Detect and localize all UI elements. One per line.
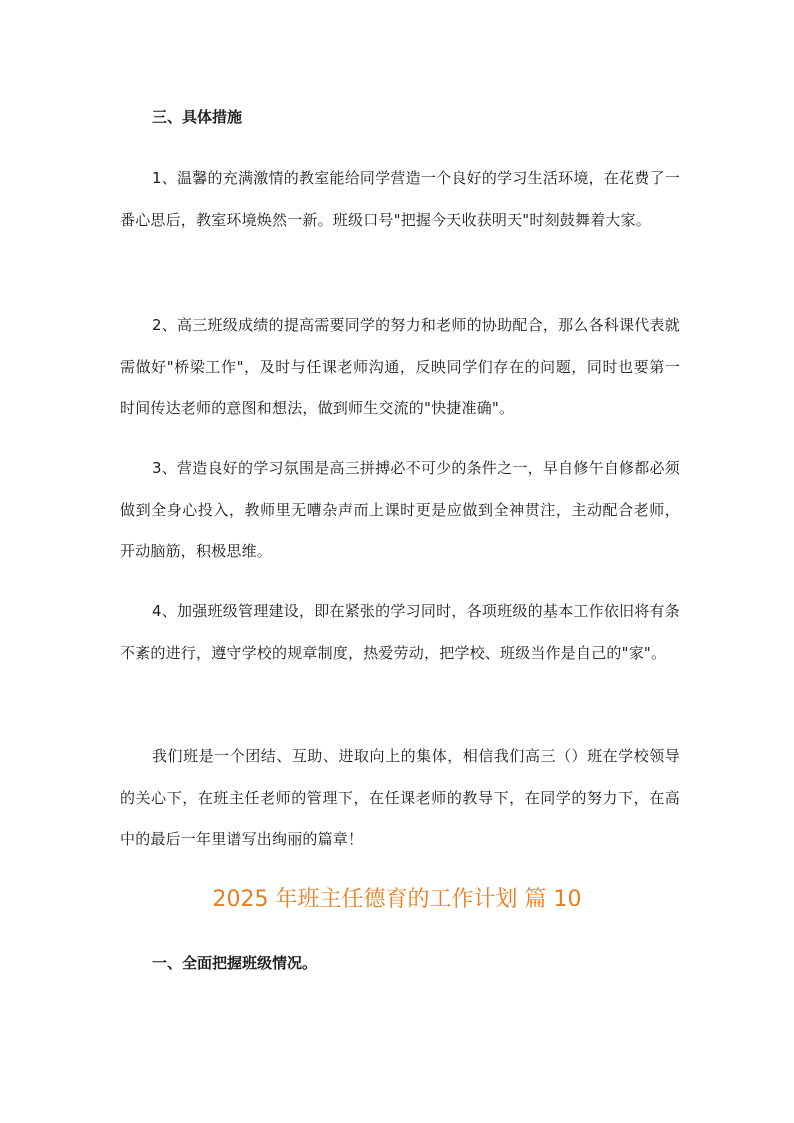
paragraph-class-representatives: 2、高三班级成绩的提高需要同学的努力和老师的协助配合，那么各科课代表就需做好"桥梁工作"，及时与任课老师沟通，反映同学们存在的问题，同时也要第一时间传达老师的意图和想法，做到师生交流的"快捷准确"。 xyxy=(120,316,680,417)
heading-grasp-class-situation: 一、全面把握班级情况。 xyxy=(152,954,318,972)
section-title: 2025 年班主任德育的工作计划 篇 10 xyxy=(212,887,582,912)
paragraph-conclusion: 我们班是一个团结、互助、进取向上的集体，相信我们高三（）班在学校领导的关心下，在班主任老师的管理下，在任课老师的教导下，在同学的努力下，在高中的最后一年里谱写出绚丽的篇章！ xyxy=(120,747,680,848)
paragraph-class-management: 4、加强班级管理建设，即在紧张的学习同时，各项班级的基本工作依旧将有条不紊的进行，遵守学校的规章制度，热爱劳动，把学校、班级当作是自己的"家"。 xyxy=(120,602,680,662)
paragraph-study-atmosphere: 3、营造良好的学习氛围是高三拼搏必不可少的条件之一，早自修午自修都必须做到全身心投入，教师里无嘈杂声而上课时更是应做到全神贯注，主动配合老师，开动脑筋，积极思维。 xyxy=(120,459,680,560)
heading-specific-measures: 三、具体措施 xyxy=(152,108,243,126)
paragraph-classroom-environment: 1、温馨的充满激情的教室能给同学营造一个良好的学习生活环境，在花费了一番心思后，教室环境焕然一新。班级口号"把握今天收获明天"时刻鼓舞着大家。 xyxy=(120,169,680,229)
